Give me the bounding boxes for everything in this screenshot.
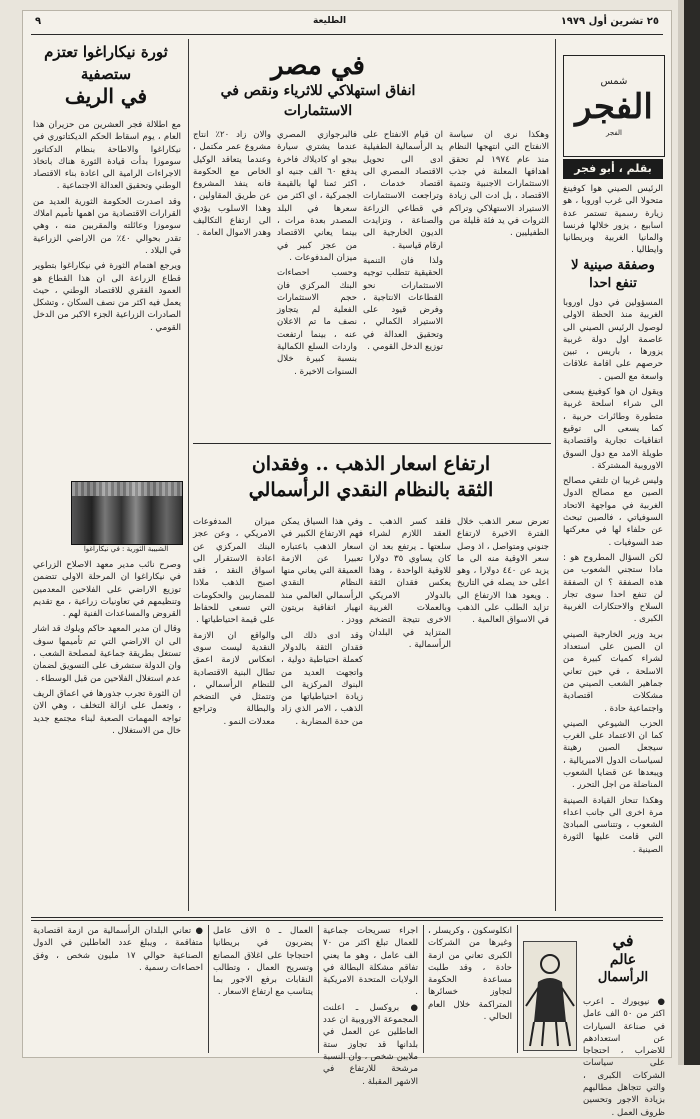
page-edge-inner <box>678 0 684 1065</box>
egypt-paragraph: ولذا فان التنمية الحقيقية تتطلب توجيه الاستثمارات نحو القطاعات الانتاجية ، وفرض قيود على الاستيراد الكمالي ، وتحقيق العدالة في توزيع الدخل القومي . <box>363 255 443 353</box>
figure-sketch-drawing <box>524 942 576 1050</box>
china-column <box>563 297 663 911</box>
brief-paragraph: ● بروكسل ـ اعلنت المجموعة الاوروبية ان عدد العاطلين عن العمل في بلدانها قد تجاوز ستة ملايين شخص ، وان النسبة مرشحة للارتفاع في الاشهر المقبلة . <box>323 1002 418 1087</box>
china-headline: وصفقة صينية لا تنفع احدا <box>571 258 655 291</box>
logo-top-text: شمس <box>600 75 628 87</box>
capital-brief-2 <box>428 925 512 1053</box>
gold-paragraph: وفي هذا السياق يمكن فهم الارتفاع الكبير في اسعار الذهب باعتباره تعبيرا عن الازمة العميقة التي يعاني منها النظام النقدي الرأسمالي العالمي منذ انهيار اتفاقية بريتون وودز . <box>281 517 363 626</box>
china-paragraph: وهكذا تنحاز القيادة الصينية مرة اخرى الى جانب اعداء الشعوب ، وتتناسى المبادئ التي قامت عليها الثورة الصينية . <box>563 795 663 855</box>
brief-paragraph: العمال ـ ٥ الاف عامل يضربون في بريطانيا احتجاجا على اغلاق المصانع وتسريح العمال ، وتطالب النقابات برفع الاجور بما يتناسب مع ارتفاع الاسعار . <box>213 926 313 998</box>
china-paragraph: ويقول ان هوا كوفينغ يسعى الى شراء اسلحة غربية متطورة وطائرات حربية ، كما يسعى الى توقيع اتفاقيات تجارية واقتصادية طويلة الامد مع دول السوق الاوروبية المشتركة . <box>563 387 663 471</box>
nicaragua-column-2 <box>33 559 181 909</box>
capital-brief-1 <box>583 996 665 1118</box>
logo-tag: الفجر <box>606 128 622 137</box>
nicaragua-paragraph: وقال ان مدير المعهد حاكم ويلوك قد اشار الى ان الاراضي التي تم تأميمها سوف تستغل بطريقة جماعية لمصلحة الشعب ، وان الدولة ستشرف على التسويق لضمان عدم استغلال الفلاحين من قبل الوسطاء . <box>33 624 181 684</box>
gold-paragraph: فلقد كسر الذهب ـ العقد اللازم لشراء سلعتها ـ يرتفع بعد ان كان يساوي ٣٥ دولارا للاوقية الواحدة ، وهذا يعكس فقدان الثقة بالدولار الامريكي وبالعملات الغربية الاخرى نتيجة التضخم المتزايد في البلدان الرأسمالية . <box>369 517 451 650</box>
brief-paragraph: ● نيويورك ـ اعرب اكثر من ٥٠ الف عامل في صناعة السيارات عن استعدادهم للاضراب ، احتجاجا على سياسات الشركات الكبرى ، والتي تتجاهل مطالبهم بزيادة الاجور وتحسين ظروف العمل . <box>583 997 665 1118</box>
capital-brief-4 <box>213 925 313 1053</box>
capital-subtitle: الرأسمال <box>597 970 649 985</box>
nicaragua-paragraph: ويرجع اهتمام الثورة في نيكاراغوا بتطوير قطاع الزراعة الى ان هذا القطاع هو العمود الفقري للاقتصاد الوطني ، حيث يعمل فيه اكثر من نصف السكان ، وتشكل الصادرات الزراعية الجزء الاكبر من الدخل القومي . <box>33 261 181 333</box>
gold-headline-line-2: الثقة بالنظام النقدي الرأسمالي <box>248 479 494 501</box>
egypt-kicker: في مصر <box>271 51 365 81</box>
egypt-column-b <box>277 129 357 439</box>
nicaragua-paragraph: وصرح نائب مدير معهد الاصلاح الزراعي في نيكاراغوا ان المرحلة الاولى تتضمن توزيع الاراضي على الفلاحين المعدمين وتنظيمهم في تعاونيات زراعية ، مع تقديم القروض والمساعدات الفنية لهم . <box>33 560 181 620</box>
nicaragua-paragraph: مع اطلالة فجر العشرين من حزيران هذا العام ، يوم اسقاط الحكم الديكتاتوري في نيكاراغوا والاطاحة بنظام الدكتاتور سوموزا بدأت قيادة الثورة هناك باتخاذ الاجراءات الرامية الى اعادة بناء الاقتصاد الوطني وتحقيق العدالة الاجتماعية . <box>33 120 181 192</box>
china-paragraph: وليس غريبا ان تلتقي مصالح الصين مع مصالح الدول الغربية في مواجهة الاتحاد السوفياتي ، فالصين تبحث عن حلفاء لها في معركتها ضد السوفيات . <box>563 476 663 548</box>
china-paragraph: بريد وزير الخارجية الصيني ان الصين على استعداد لشراء كميات كبيرة من الاسلحة ، في حين تعاني جماهير الشعب الصيني من مشكلات اقتصادية واجتماعية حادة . <box>563 629 663 714</box>
brief-paragraph: انكلوسكون ، وكريسلر ، وغيرها من الشركات الكبرى تعاني من ازمة حادة ، وقد طلبت مساعدة الحكومة لتجاوز خسائرها المتراكمة خلال العام الحالي . <box>428 926 512 1023</box>
page-number: ٩ <box>35 16 42 27</box>
bottom-rule-double <box>31 920 663 921</box>
column-divider <box>188 39 189 911</box>
egypt-paragraph: فالبرجوازي المصري عندما يشتري سيارة بيجو او كاديلاك فاخرة يدفع ٦٠ الف جنيه او اكثر ثمنا لها بالقيمة الجمركية ، اي اكثر من سعرها في البلد المصدر بعدة مرات ، بينما يعاني الاقتصاد من عجز كبير في ميزان المدفوعات . <box>277 130 357 263</box>
gold-column-d <box>457 516 549 911</box>
column-divider <box>423 925 424 1053</box>
brief-paragraph: ● تعاني البلدان الرأسمالية من ازمة اقتصادية متفاقمة ، ويبلغ عدد العاطلين في الدول الصناعية حوالي ١٧ مليون شخص ، وفق احصاءات رسمية . <box>33 926 203 973</box>
column-logo <box>563 55 665 157</box>
nicaragua-headline-line-1: ثورة نيكاراغوا تعتزم ستصفية <box>44 43 168 83</box>
capital-brief-3 <box>323 925 418 1087</box>
gold-paragraph: والواقع ان الازمة النقدية ليست سوى انعكاس لازمة اعمق تطال البنية الاقتصادية للنظام الرأسمالي ، وتتمثل في التضخم والبطالة وتراجع معدلات النمو . <box>193 630 275 727</box>
brief-paragraph: اجراء تسريحات جماعية للعمال تبلغ اكثر من ٧٠ الف عامل ، وهو ما يعني تفاقم مشكلة البطالة في الولايات المتحدة الامريكية . <box>323 926 418 998</box>
nicaragua-headline-line-2: في الريف <box>64 84 148 108</box>
column-divider <box>555 39 556 911</box>
logo-word: الفجر <box>575 86 653 127</box>
egypt-paragraph: وهكذا نرى ان سياسة الانفتاح التي انتهجها النظام منذ عام ١٩٧٤ لم تحقق اهدافها المعلنة في جذب الاستثمارات الاجنبية وتنمية الاقتصاد ، بل ادت الى زيادة الاستيراد الاستهلاكي وتراكم الثروات في يد فئة قليلة من الطفيليين . <box>449 130 549 239</box>
egypt-paragraph: والان زاد ٢٠٪ انتاج مشروع عمر مكتمل ، وعندما يتعاقد الوكيل الخاص مع الحكومة فانه ينفذ المشروع عن طريق المقاولين ، وهذا الاسلوب يؤدي الى ارتفاع التكاليف وهدر الاموال العامة . <box>193 130 272 239</box>
china-paragraph: الحزب الشيوعي الصيني كما ان الاعتماد على الغرب سيجعل الصين رهينة لسياسات الدول الامبريالية ، ويبعدها عن قضايا الشعوب المناضلة من اجل التحرر . <box>563 718 663 791</box>
column-divider <box>208 925 209 1053</box>
china-intro <box>563 183 663 256</box>
nicaragua-column-1 <box>33 119 181 477</box>
capital-kicker: في <box>612 931 634 950</box>
nicaragua-paragraph: وقد اصدرت الحكومة الثورية العديد من القرارات الاقتصادية من اهمها تأميم املاك سوموزا وعائلته والمقربين منه ، وهي تقدر بحوالي ٤٠٪ من الاراضي الزراعية في البلاد . <box>33 196 181 256</box>
capital-logo <box>583 931 663 987</box>
newspaper-page <box>22 10 672 1118</box>
gold-column-c <box>369 516 451 911</box>
page-edge <box>684 0 700 1065</box>
gold-column-b <box>281 516 363 911</box>
page-header <box>23 11 671 33</box>
gold-paragraph: ميزان المدفوعات الامريكي ، وعن عجز البنك المركزي عن اعادة الاستقرار الى اسواق النقد ، فقد اصبح الذهب ملاذا للمضاربين والحكومات التي تسعى للحفاظ على قيمة احتياطياتها . <box>193 517 275 626</box>
gold-column-a <box>193 516 275 911</box>
gold-headline-line-1: ارتفاع اسعار الذهب .. وفقدان <box>251 453 491 475</box>
nicaragua-paragraph: ان الثورة تجرب جذورها في اعماق الريف ، وتعمل على ازالة التخلف ، وهي الان تواجه المهمات الصعبة لبناء مجتمع جديد خال من الاستغلال . <box>33 688 181 736</box>
story-divider <box>193 443 551 444</box>
china-paragraph: لكن السؤال المطروح هو : ماذا ستجني الشعوب من هذه الصفقة ؟ ان الصفقة لن تنفع احدا سوى تجار السلاح والاحتكارات الغربية الكبرى . <box>563 552 663 625</box>
byline: بقلم ، أبو فجر <box>563 159 663 179</box>
nicaragua-headline <box>31 41 181 107</box>
egypt-paragraph: ان قيام الانفتاح على يد الرأسمالية الطفيلية ادى الى تحويل الاقتصاد المصري الى اقتصاد خدمات ، وتراجعت الاستثمارات في قطاعي الزراعة والصناعة ، وتزايدت الديون الخارجية الى ارقام قياسية . <box>363 130 443 251</box>
china-paragraph: الرئيس الصيني هوا كوفينغ متحولا الى غرب اوروبا ، هو زيارة رسمية تستمر عدة اسابيع ، يزور خلالها فرنسا والمانيا الغربية وبريطانيا وايطاليا . <box>563 184 663 256</box>
newspaper-name: الطليعة <box>313 16 347 26</box>
egypt-paragraph: وحسب احصاءات البنك المركزي فان حجم الاستثمارات الفعلية لم يتجاوز نصف ما تم الاعلان عنه ، بينما ارتفعت واردات السلع الكمالية بنسبة كبيرة خلال السنوات الاخيرة . <box>277 268 357 377</box>
column-divider <box>318 925 319 1053</box>
figure-sketch <box>523 941 577 1051</box>
bottom-rule <box>31 917 663 918</box>
gold-paragraph: وقد ادى ذلك الى فقدان الثقة بالدولار كعملة احتياطية دولية ، واتجهت العديد من البنوك المركزية الى زيادة احتياطياتها من الذهب ، الامر الذي زاد من حدة المضاربة . <box>281 630 363 727</box>
capital-title: عالم <box>609 952 637 968</box>
column-divider <box>517 925 518 1053</box>
egypt-column-a <box>193 129 271 439</box>
egypt-column-d <box>449 129 549 439</box>
nicaragua-photo <box>71 481 183 545</box>
egypt-title: انفاق استهلاكي للاثرياء ونقص في الاستثمارات <box>220 83 416 119</box>
capital-brief-5 <box>33 925 203 1053</box>
china-paragraph: المسؤولين في دول اوروبا الغربية منذ الحظة الاولى لوصول الرئيس الصيني الى عاصمة اول دولة غربية يزورها ، باريس ، تبين حرصهم على اقامة علاقات واسعة مع الصين . <box>563 298 663 382</box>
gold-paragraph: تعرض سعر الذهب خلال الفترة الاخيرة لارتفاع جنوني ومتواصل ، اذ وصل سعر الاوقية منه الى ما يزيد عن ٤٤٠ دولارا ، وهو اعلى حد يصله في التاريخ . ويعود هذا الارتفاع الى تزايد الطلب على الذهب في الاسواق العالمية . <box>457 517 549 626</box>
header-rule <box>31 34 663 35</box>
egypt-headline <box>193 51 443 121</box>
issue-date: ٢٥ تشرين أول ١٩٧٩ <box>560 16 659 27</box>
egypt-column-c <box>363 129 443 439</box>
gold-headline <box>193 451 549 503</box>
photo-caption: الشبيبة الثورية : في نيكاراغوا <box>83 545 169 553</box>
